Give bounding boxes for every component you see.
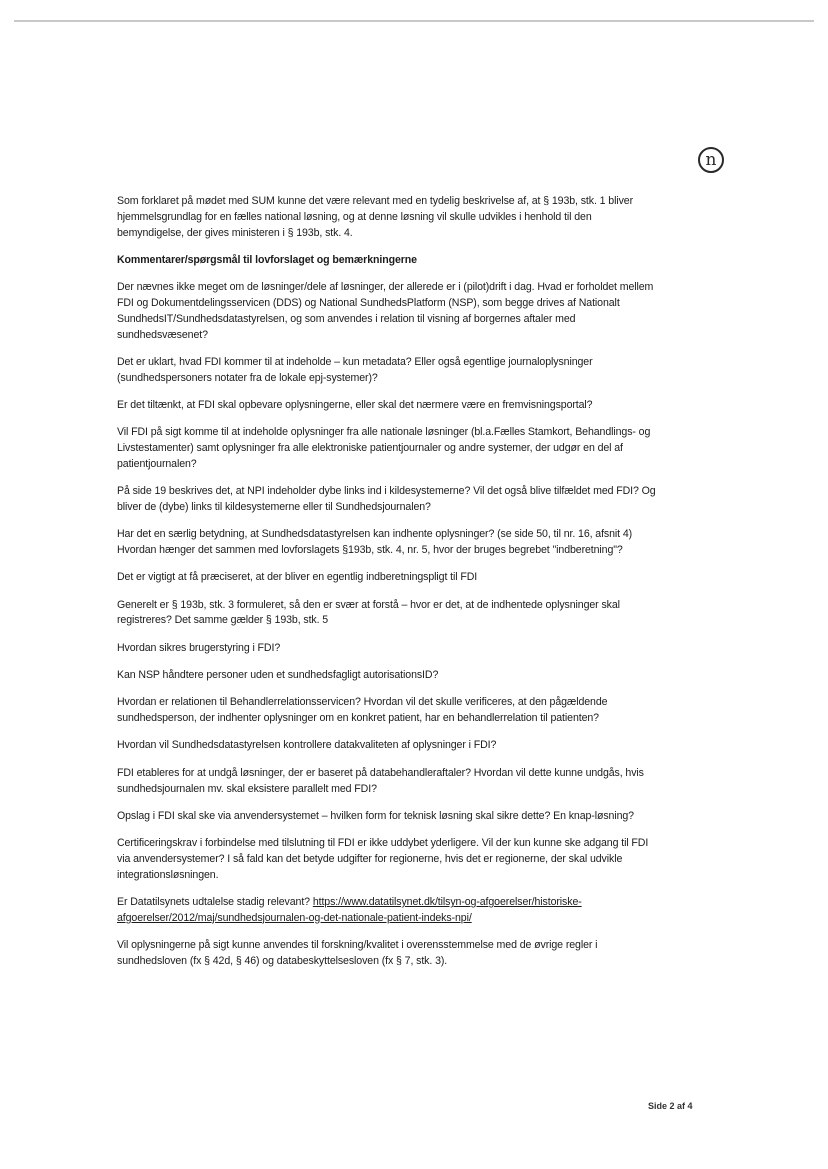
paragraph-nsp-autorisation: Kan NSP håndtere personer uden et sundhedsfagligt autorisationsID? (117, 669, 439, 682)
datatilsynet-link[interactable]: https://www.datatilsynet.dk/tilsyn-og-afgoerelser/historiske-afgoerelser/2012/maj/sundhedsjournalen-og-det-nationale-patient-indeks-npi/ (117, 896, 582, 924)
paragraph-fdi-content: Det er uklart, hvad FDI kommer til at indeholde – kun metadata? Eller også egentlige journaloplysninger (sundhedspersoners notater fra de lokale epj-systemer)? (117, 355, 593, 384)
n-circle-logo-icon (698, 147, 724, 173)
paragraph-datatilsynet (117, 895, 657, 927)
section-heading: Kommentarer/spørgsmål til lovforslaget og bemærkningerne (117, 253, 417, 266)
datatilsynet-question: Er Datatilsynets udtalelse stadig relevant? (117, 896, 310, 908)
page-number: Side 2 af 4 (648, 1101, 693, 1111)
top-rule (14, 20, 814, 22)
paragraph-certificering: Certificeringskrav i forbindelse med tilslutning til FDI er ikke uddybet yderligere. Vil der kun kunne ske adgang til FDI via anvendersystemer? I så fald kan det betyde udgifter for regionerne, hvis det er regionerne, der skal udvikle integrationsløsningen. (117, 837, 649, 881)
paragraph-databehandleraftaler: FDI etableres for at undgå løsninger, der er baseret på databehandleraftaler? Hvordan vil dette kunne undgås, hvis sundhedsjournalen mv. skal eksistere parallelt med FDI? (117, 766, 644, 795)
paragraph-national-solutions: Vil FDI på sigt komme til at indeholde oplysninger fra alle nationale løsninger (bl.a.Fælles Stamkort, Behandlings- og Livstestamenter) samt oplysninger fra alle elektroniske patientjournaler og andre systemer, der udgør en del af patientjournalen? (117, 426, 651, 470)
paragraph-opslag: Opslag i FDI skal ske via anvendersystemet – hvilken form for teknisk løsning skal sikre dette? En knap-løsning? (117, 809, 634, 822)
paragraph-forskning: Vil oplysningerne på sigt kunne anvendes til forskning/kvalitet i overensstemmelse med de øvrige regler i sundhedsloven (fx § 42d, § 46) og databeskyttelsesloven (fx § 7, stk. 3). (117, 939, 598, 967)
paragraph-indberetningspligt: Det er vigtigt at få præciseret, at der bliver en egentlig indberetningspligt til FDI (117, 571, 478, 584)
paragraph-fdi-storage: Er det tiltænkt, at FDI skal opbevare oplysningerne, eller skal det nærmere være en fremvisningsportal? (117, 398, 593, 411)
paragraph-behandlerrelation: Hvordan er relationen til Behandlerrelationsservicen? Hvordan vil det skulle verificeres, at den pågældende sundhedsperson, der indhenter oplysninger om en konkret patient, har en behandlerrelation til patienten? (117, 696, 608, 725)
paragraph-datakvalitet: Hvordan vil Sundhedsdatastyrelsen kontrollere datakvaliteten af oplysninger i FDI? (117, 739, 497, 752)
paragraph-intro: Som forklaret på mødet med SUM kunne det være relevant med en tydelig beskrivelse af, at § 193b, stk. 1 bliver hjemmelsgrundlag for en fælles national løsning, og at denne løsning vil skulle udvikles i henhold til den bemyndigelse, der gives ministeren i § 193b, stk. 4. (117, 195, 633, 239)
paragraph-deep-links: På side 19 beskrives det, at NPI indeholder dybe links ind i kildesystemerne? Vil det også blive tilfældet med FDI? Og bliver de (dybe) links til kildesystemerne eller til Sundhedsjournalen? (117, 485, 656, 513)
paragraph-193b-stk3: Generelt er § 193b, stk. 3 formuleret, så den er svær at forstå – hvor er det, at de indhentede oplysninger skal registreres? Det samme gælder § 193b, stk. 5 (117, 598, 620, 627)
paragraph-brugerstyring: Hvordan sikres brugerstyring i FDI? (117, 641, 281, 654)
logo-letter: n (705, 149, 717, 170)
paragraph-existing-solutions: Der nævnes ikke meget om de løsninger/dele af løsninger, der allerede er i (pilot)drift i dag. Hvad er forholdet mellem FDI og Dokumentdelingsservicen (DDS) og National SundhedsPlatform (NSP), som begge drives af Nationalt SundhedsIT/Sundhedsdatastyrelsen, og som anvendes i relation til visning af borgernes aftaler med sundhedsvæsenet? (117, 281, 654, 341)
paragraph-indberetning: Har det en særlig betydning, at Sundhedsdatastyrelsen kan indhente oplysninger? (se side 50, til nr. 16, afsnit 4) Hvordan hænger det sammen med lovforslagets §193b, stk. 4, nr. 5, hvor der bruges begrebet "indberetning"? (117, 528, 633, 557)
document-body (117, 194, 657, 981)
